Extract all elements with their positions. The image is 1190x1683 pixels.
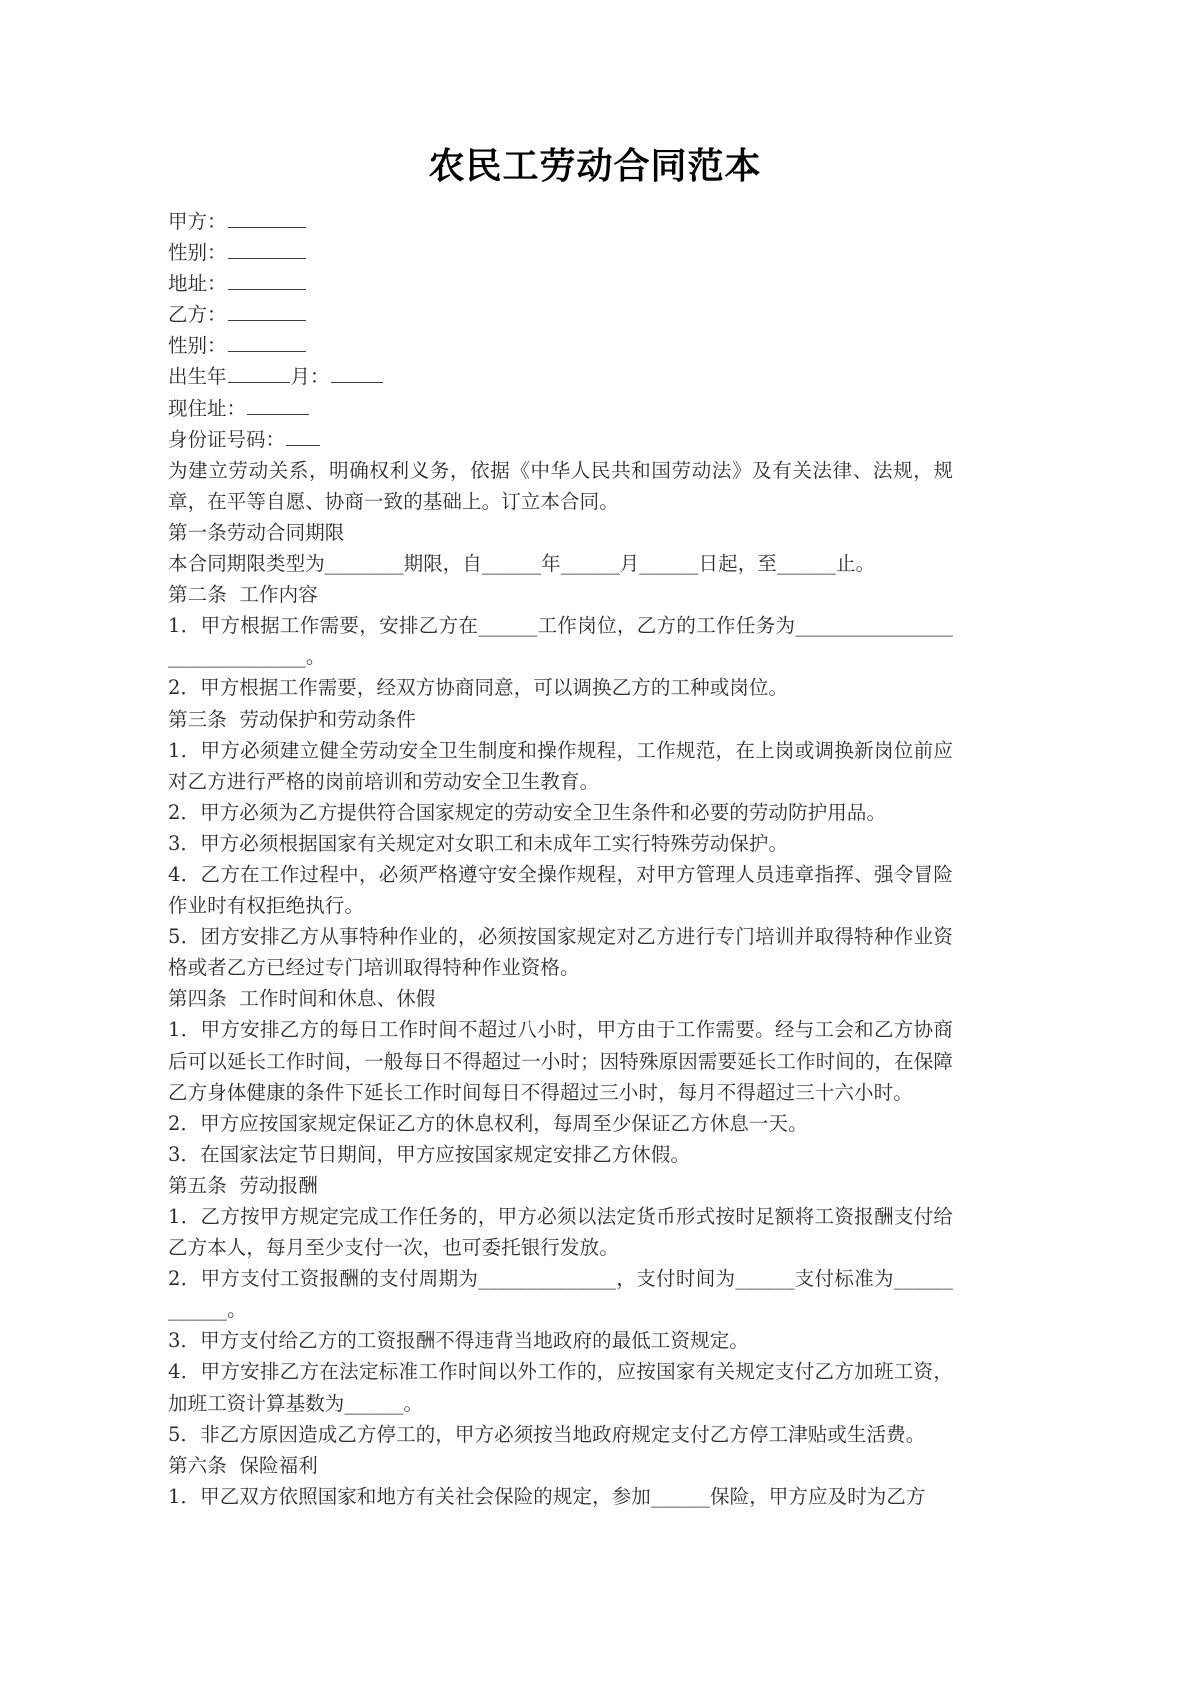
preamble-paragraph: 为建立劳动关系，明确权利义务，依据《中华人民共和国劳动法》及有关法律、法规，规章，在平等自愿、协商一致的基础上。订立本合同。 — [168, 458, 953, 513]
blank-line[interactable] — [331, 365, 383, 383]
field-label: 身份证号码： — [168, 427, 286, 451]
blank-line[interactable] — [228, 272, 306, 290]
article-3-item-1: 1．甲方必须建立健全劳动安全卫生制度和操作规程，工作规范，在上岗或调换新岗位前应对乙方进行严格的岗前培训和劳动安全卫生教育。 — [168, 738, 953, 793]
article-3-item-5: 5．团方安排乙方从事特种作业的，必须按国家规定对乙方进行专门培训并取得特种作业资格或者乙方已经过专门培训取得特种作业资格。 — [168, 925, 953, 980]
field-party-a-address — [168, 268, 953, 299]
article-3-item-3: 3．甲方必须根据国家有关规定对女职工和未成年工实行特殊劳动保护。 — [168, 831, 789, 855]
article-6-item-1: 1．甲乙双方依照国家和地方有关社会保险的规定，参加______保险，甲方应及时为乙方 — [168, 1484, 926, 1508]
article-6-heading: 第六条 保险福利 — [168, 1453, 318, 1477]
blank-line[interactable] — [228, 241, 306, 259]
blank-line[interactable] — [247, 397, 309, 415]
page-title: 农民工劳动合同范本 — [428, 146, 762, 187]
article-5-heading: 第五条 劳动报酬 — [168, 1173, 318, 1197]
blank-line[interactable] — [228, 365, 290, 383]
article-2-item-1: 1．甲方根据工作需要，安排乙方在______工作岗位，乙方的工作任务为______________________________。 — [168, 614, 953, 669]
article-1-heading: 第一条劳动合同期限 — [168, 520, 345, 544]
article-5-item-2: 2．甲方支付工资报酬的支付周期为______________，支付时间为______支付标准为____________。 — [168, 1267, 953, 1322]
field-label-secondary: 月： — [290, 365, 330, 389]
field-party-b — [168, 299, 953, 330]
article-4-item-2: 2．甲方应按国家规定保证乙方的休息权利，每周至少保证乙方休息一天。 — [168, 1111, 808, 1135]
article-4-item-1: 1．甲方安排乙方的每日工作时间不超过八小时，甲方由于工作需要。经与工会和乙方协商后可以延长工作时间，一般每日不得超过一小时；因特殊原因需要延长工作时间的，在保障乙方身体健康的条件下延长工作时间每日不得超过三小时，每月不得超过三十六小时。 — [168, 1018, 953, 1104]
field-label: 现住址： — [168, 396, 247, 420]
article-4-heading: 第四条 工作时间和休息、休假 — [168, 987, 436, 1011]
blank-line[interactable] — [228, 303, 306, 321]
document-body — [168, 206, 953, 1512]
field-label: 性别： — [168, 334, 227, 358]
article-5-item-3: 3．甲方支付给乙方的工资报酬不得违背当地政府的最低工资规定。 — [168, 1329, 749, 1353]
field-id-number — [168, 424, 953, 455]
blank-line[interactable] — [286, 428, 320, 446]
article-3-heading: 第三条 劳动保护和劳动条件 — [168, 707, 416, 731]
field-current-address — [168, 393, 953, 424]
article-4-item-3: 3．在国家法定节日期间，甲方应按国家规定安排乙方休假。 — [168, 1142, 691, 1166]
field-party-b-gender — [168, 330, 953, 361]
field-label: 地址： — [168, 272, 227, 296]
field-party-a — [168, 206, 953, 237]
article-5-item-4: 4．甲方安排乙方在法定标准工作时间以外工作的，应按国家有关规定支付乙方加班工资，加班工资计算基数为______。 — [168, 1360, 953, 1415]
field-label: 出生年 — [168, 365, 227, 389]
field-label: 性别： — [168, 241, 227, 265]
field-label: 乙方： — [168, 303, 227, 327]
article-5-item-5: 5．非乙方原因造成乙方停工的，甲方必须按当地政府规定支付乙方停工津贴或生活费。 — [168, 1422, 926, 1446]
field-party-a-gender — [168, 237, 953, 268]
article-1-item-1: 本合同期限类型为________期限，自______年______月______日起，至______止。 — [168, 552, 876, 576]
article-3-item-4: 4．乙方在工作过程中，必须严格遵守安全操作规程，对甲方管理人员违章指挥、强令冒险作业时有权拒绝执行。 — [168, 862, 953, 918]
blank-line[interactable] — [228, 334, 306, 352]
article-2-item-2: 2．甲方根据工作需要，经双方协商同意，可以调换乙方的工种或岗位。 — [168, 676, 789, 700]
field-label: 甲方： — [168, 210, 227, 233]
article-2-heading: 第二条 工作内容 — [168, 583, 318, 607]
blank-line[interactable] — [228, 210, 306, 228]
article-5-item-1: 1．乙方按甲方规定完成工作任务的，甲方必须以法定货币形式按时足额将工资报酬支付给乙方本人，每月至少支付一次，也可委托银行发放。 — [168, 1205, 953, 1260]
article-3-item-2: 2．甲方必须为乙方提供符合国家规定的劳动安全卫生条件和必要的劳动防护用品。 — [168, 800, 887, 824]
field-birth-date — [168, 361, 953, 392]
